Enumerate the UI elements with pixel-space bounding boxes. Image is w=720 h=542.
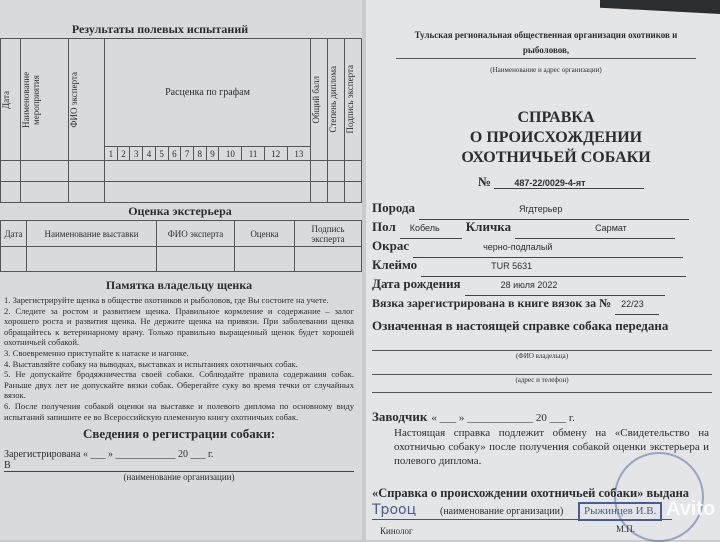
owner-caption: (ФИО владельца) [515, 352, 569, 360]
mating-value: 22/23 [615, 295, 659, 315]
signature: Трооц [372, 502, 417, 518]
memo-item: 6. После получения собакой оценки на выставке и полевого диплома по основному виду испытаний запишите ее во Всероссийскую племенную книгу охотничьих собак. [4, 400, 354, 422]
dog-fields [372, 198, 717, 312]
field-tests-title: Результаты полевых испытаний [71, 22, 249, 36]
ext-col-expert: ФИО эксперта [157, 221, 235, 247]
graph-number: 1 [105, 147, 118, 161]
title-line: ОХОТНИЧЬЕЙ СОБАКИ [461, 149, 651, 166]
name-value: Сармат [515, 219, 675, 239]
graph-number: 7 [181, 147, 194, 161]
registration-title: Сведения о регистрации собаки: [82, 426, 276, 442]
graph-number: 11 [242, 147, 264, 161]
certificate-number: 487-22/0029-4-ят [494, 178, 644, 189]
graph-number: 4 [143, 147, 156, 161]
title-line: О ПРОИСХОЖДЕНИИ [469, 129, 643, 146]
puppy-memo [4, 278, 354, 483]
registration-caption: (наименование организации) [123, 472, 235, 483]
graph-number: 6 [168, 147, 181, 161]
exterior-table [0, 220, 362, 272]
memo-item: 5. Не допускайте бродяжничества своей собаки. Соблюдайте правила содержания собак. Раньше двух лет не допускайте вязки собак. Оберегайте суку во время течки от случайных вязок. [4, 369, 354, 401]
mating-label: Вязка зарегистрирована в книге вязок за № [372, 296, 612, 310]
col-diploma: Степень диплома [328, 66, 338, 133]
issued-caption: (наименование организации) [440, 506, 564, 517]
brand-label: Клеймо [372, 257, 418, 272]
col-expert: ФИО эксперта [69, 71, 79, 128]
memo-item: 3. Своевременно приступайте к натаске и нагонке. [4, 347, 189, 358]
sex-value: Кобель [400, 219, 462, 239]
breed-value: Ягдтерьер [419, 200, 689, 220]
brand-value: TUR 5631 [421, 257, 686, 277]
graph-number: 8 [193, 147, 206, 161]
dob-value: 28 июля 2022 [465, 276, 665, 296]
breeder-label: Заводчик [372, 409, 428, 424]
right-page [366, 0, 720, 540]
avito-watermark: Avito [666, 498, 716, 520]
cynologist-label: Кинолог [380, 526, 413, 536]
breed-label: Порода [372, 200, 416, 215]
registration-date-line: Зарегистрирована « ___ » ____________ 20 ___ г. [4, 449, 214, 461]
name-label: Кличка [465, 219, 512, 234]
number-label: № [478, 174, 492, 189]
col-signature: Подпись эксперта [345, 65, 355, 134]
col-graphs: Расценка по графам [105, 39, 311, 147]
col-event: Наименование мероприятия [21, 71, 41, 128]
dob-label: Дата рождения [372, 276, 461, 291]
breeder-date: « ___ » ____________ 20 ___ г. [431, 412, 575, 424]
exterior-title: Оценка экстерьера [128, 204, 232, 218]
issued-label: «Справка о происхождении охотничьей собаки» выдана [372, 486, 690, 500]
memo-item: 2. Следите за ростом и развитием щенка. Правильное кормление и содержание – залог хорошего роста и развития щенка. Не держите щенка на привязи. При заболевании щенка обращайтесь к ветеринарному врачу. Только правильно выращенный щенок будет хорошей охотничьей собакой. [4, 305, 354, 348]
memo-item: 1. Зарегистрируйте щенка в обществе охотников и рыболовов, где Вы состоите на учете. [4, 295, 329, 305]
sex-label: Пол [372, 219, 396, 234]
memo-item: 4. Выставляйте собаку на выводках, выставках и испытаниях охотничьих собак. [4, 358, 298, 369]
transfer-label: Означенная в настоящей справке собака передана [372, 318, 669, 333]
org-name: Тульская региональная общественная организация охотников и рыболовов, [396, 28, 696, 59]
address-caption: (адрес и телефон) [515, 376, 569, 384]
graph-number: 12 [264, 147, 287, 161]
org-caption: (Наименование и адрес организации) [490, 66, 602, 74]
col-total: Общий балл [311, 75, 321, 124]
name-stamp: Рыжинцев И.В. [578, 502, 662, 521]
background-corner [600, 0, 720, 14]
memo-title: Памятка владельцу щенка [105, 278, 253, 292]
doc-title [426, 108, 686, 168]
color-label: Окрас [372, 238, 410, 253]
exchange-notice: Настоящая справка подлежит обмену на «Свидетельство на охотничью собаку» после получения собакой оценки экстерьера и полевого диплома. [394, 427, 709, 467]
col-date: Дата [1, 90, 11, 109]
graph-number: 10 [219, 147, 242, 161]
graph-number: 2 [117, 147, 130, 161]
color-value: черно-подпалый [413, 238, 683, 258]
registration-org-line: В [4, 461, 354, 473]
ext-col-signature: Подпись эксперта [295, 221, 362, 247]
graph-number: 5 [155, 147, 168, 161]
field-tests-table [0, 38, 362, 203]
graph-number: 13 [287, 147, 310, 161]
title-line: СПРАВКА [517, 109, 595, 126]
graph-number: 9 [206, 147, 219, 161]
ext-col-score: Оценка [235, 221, 295, 247]
graph-number: 3 [130, 147, 143, 161]
ext-col-date: Дата [1, 221, 27, 247]
ext-col-show: Наименование выставки [27, 221, 157, 247]
mp-label: М.П. [616, 524, 636, 534]
